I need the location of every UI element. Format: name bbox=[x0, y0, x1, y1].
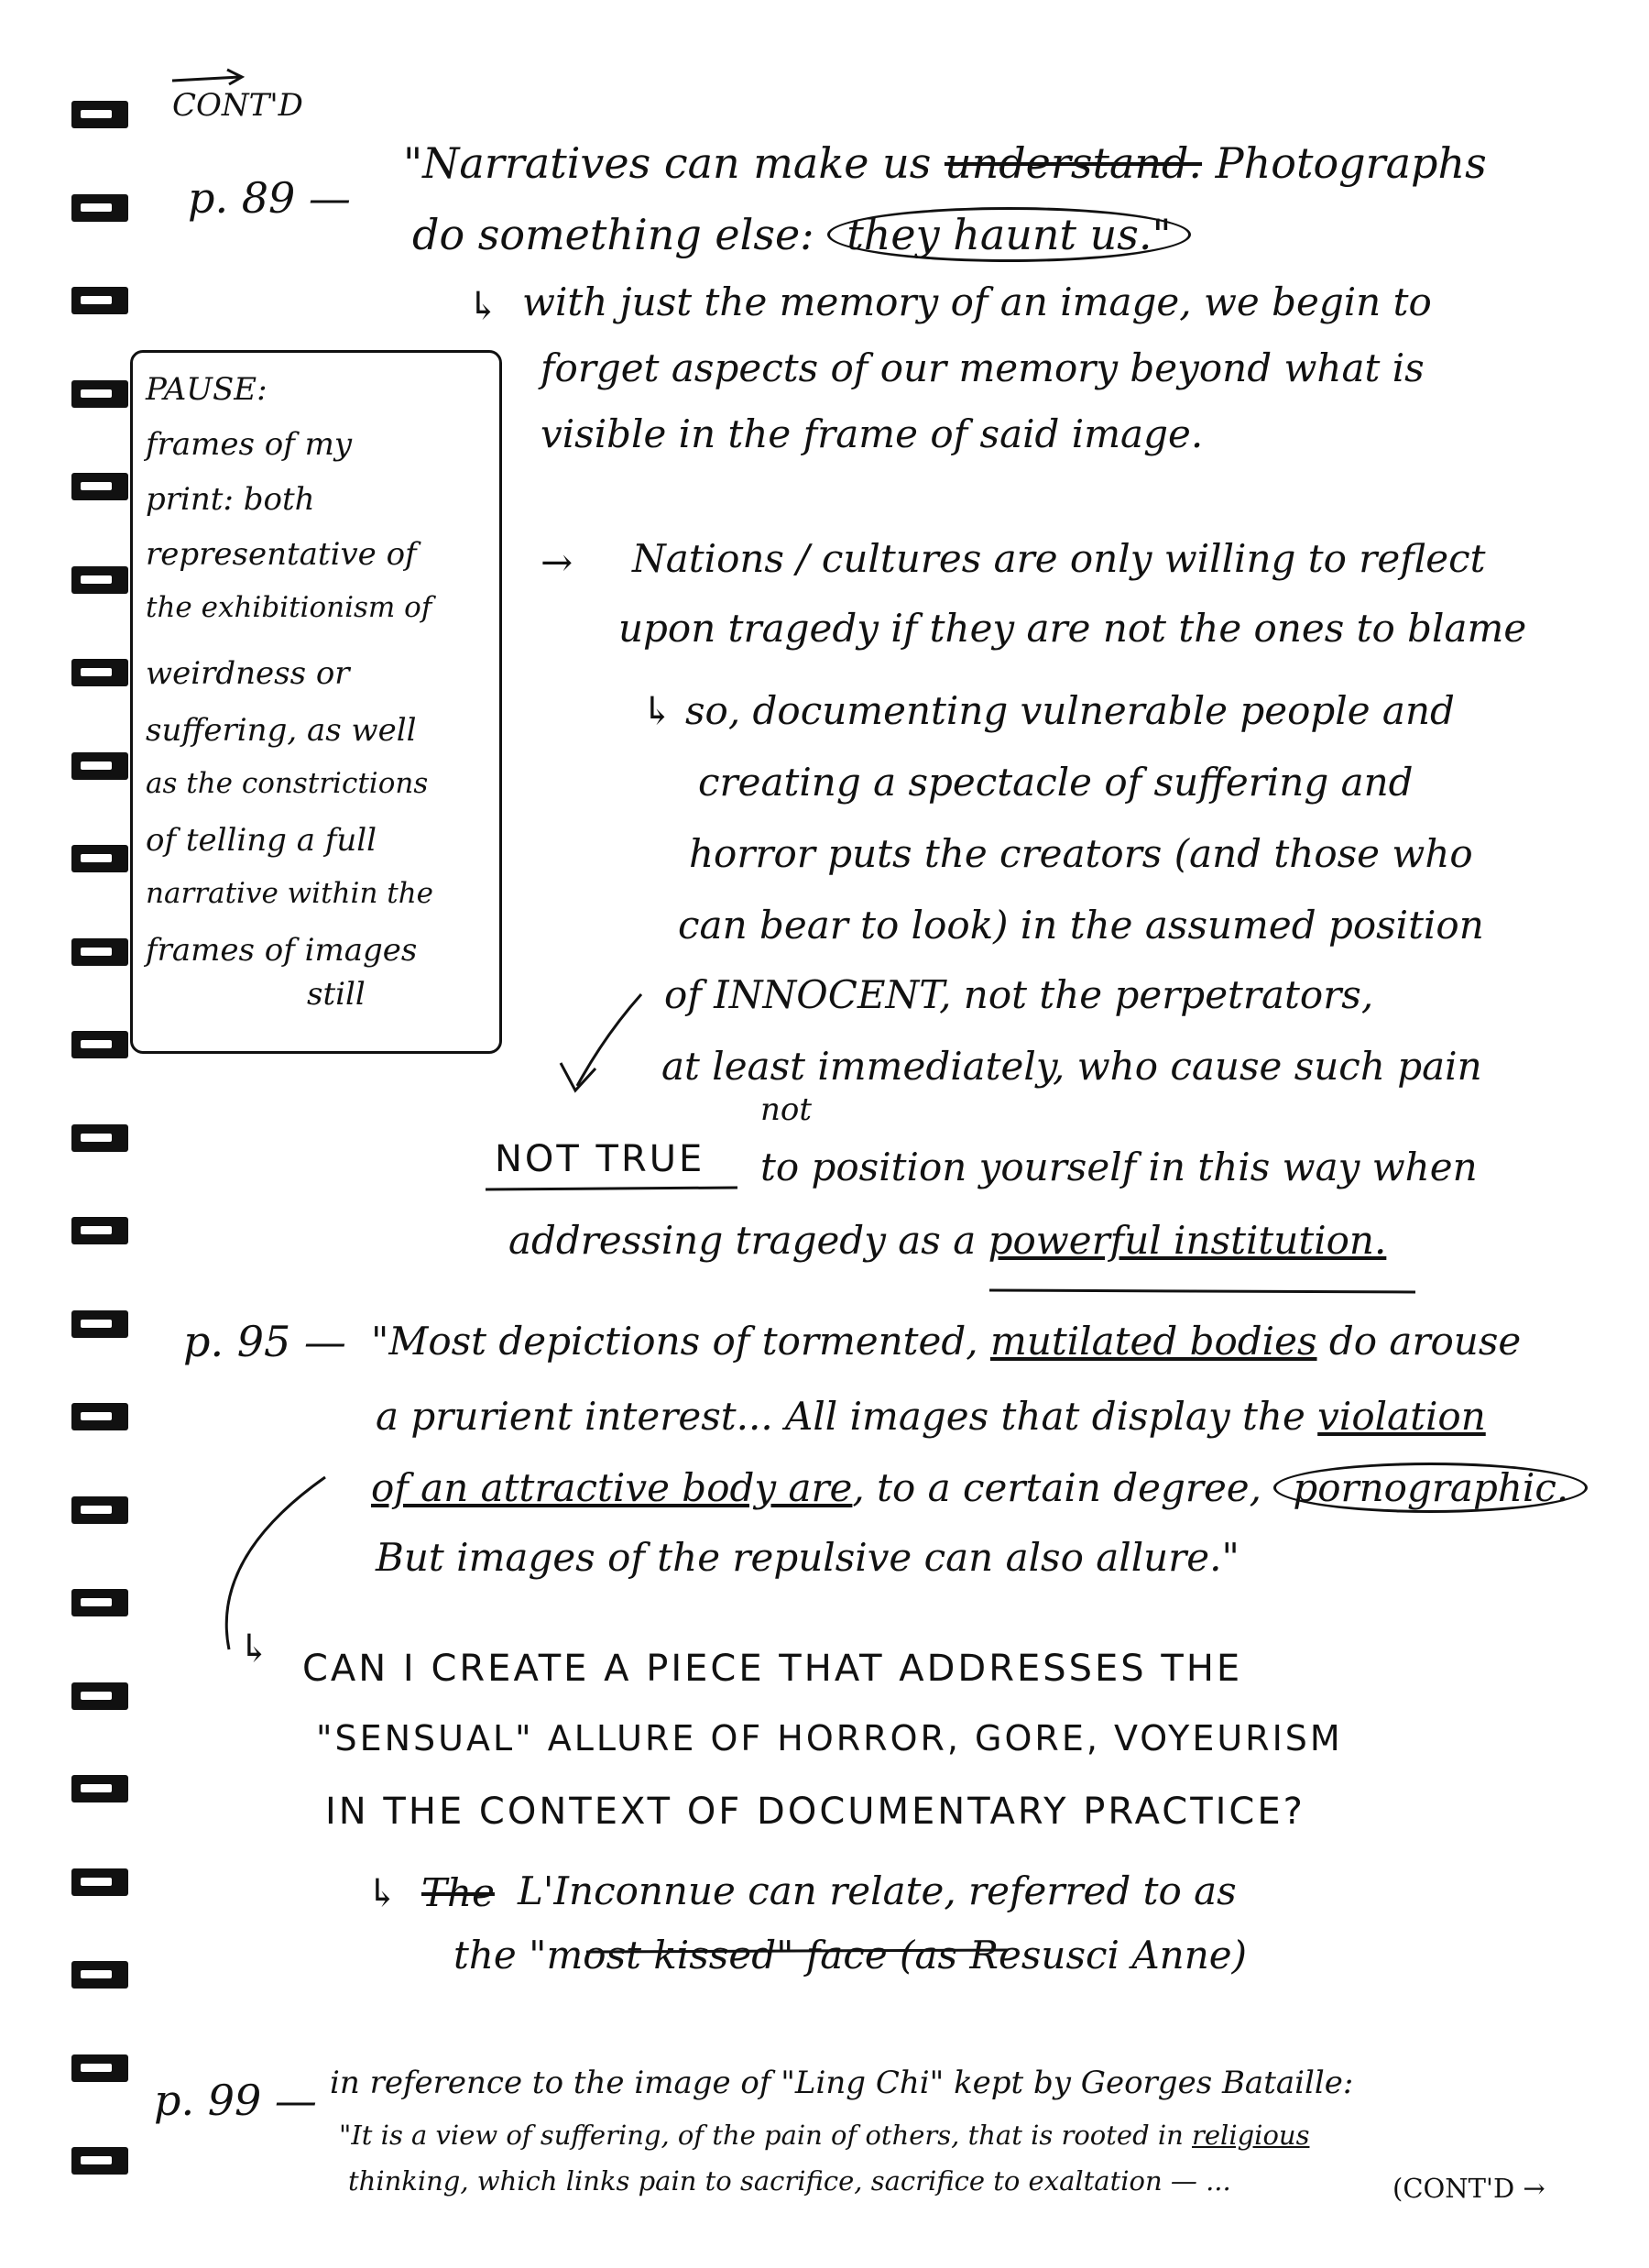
binding-hole bbox=[71, 380, 128, 408]
pause-line: print: both bbox=[146, 481, 315, 518]
nations-line7: of INNOCENT, not the perpetrators, bbox=[664, 972, 1374, 1017]
p89-sub-line2: forget aspects of our memory beyond what is bbox=[541, 345, 1425, 390]
binding-hole bbox=[71, 752, 128, 780]
page-ref-95: p. 95 — bbox=[183, 1317, 346, 1366]
question-line1-text: CAN I CREATE A PIECE THAT ADDRESSES THE bbox=[302, 1648, 1243, 1690]
contd-footer: (CONT'D → bbox=[1392, 2173, 1545, 2204]
p89-quote-line1 bbox=[403, 139, 1487, 188]
p89-line1-post: Photographs bbox=[1202, 138, 1487, 188]
question-line3-text: IN THE CONTEXT OF DOCUMENTARY PRACTICE? bbox=[325, 1791, 1305, 1833]
powerful-institution-underlined: powerful institution. bbox=[988, 1218, 1387, 1263]
binding-hole bbox=[71, 1682, 128, 1710]
page-ref-99: p. 99 — bbox=[154, 2076, 317, 2125]
nations-arrow: → bbox=[541, 540, 573, 585]
binding-hole bbox=[71, 101, 128, 128]
binding-hole bbox=[71, 566, 128, 594]
question-arrow: ↳ bbox=[238, 1626, 271, 1671]
p99-line3: thinking, which links pain to sacrifice, sacrifice to exaltation — ... bbox=[348, 2165, 1231, 2197]
p95-line2-pre: a prurient interest... All images that display the bbox=[376, 1394, 1318, 1439]
p95-line1-post: do arouse bbox=[1316, 1319, 1522, 1364]
religious-underlined: religious bbox=[1192, 2120, 1310, 2151]
binding-hole bbox=[71, 2147, 128, 2175]
mutilated-bodies-underlined: mutilated bodies bbox=[990, 1319, 1317, 1364]
binding-hole bbox=[71, 1217, 128, 1244]
caret-insert-note: not bbox=[760, 1091, 813, 1128]
pause-line: of telling a full bbox=[146, 822, 377, 859]
nations-line5: horror puts the creators (and those who bbox=[689, 831, 1473, 876]
binding-hole bbox=[71, 194, 128, 222]
question-line2 bbox=[316, 1719, 1343, 1759]
question-sub-arrow: ↳ bbox=[366, 1870, 399, 1915]
pause-line: the exhibitionism of bbox=[146, 591, 432, 624]
page-ref-89: p. 89 — bbox=[188, 173, 351, 223]
pause-line: weirdness or bbox=[146, 655, 350, 692]
binding-hole bbox=[71, 1124, 128, 1152]
pause-note-box bbox=[130, 350, 502, 1054]
binding-hole bbox=[71, 1961, 128, 1989]
binding-hole bbox=[71, 1775, 128, 1802]
binding-hole bbox=[71, 845, 128, 872]
p95-line4: But images of the repulsive can also allure." bbox=[376, 1535, 1239, 1580]
nations-sub-arrow: ↳ bbox=[641, 688, 674, 733]
binding-hole bbox=[71, 1496, 128, 1524]
contd-header: CONT'D bbox=[172, 87, 303, 124]
pause-line: still bbox=[307, 976, 366, 1013]
question-line3 bbox=[325, 1791, 1305, 1833]
binding-hole bbox=[71, 473, 128, 500]
p89-sub-arrow: ↳ bbox=[467, 283, 500, 328]
nations-line9: to position yourself in this way when bbox=[760, 1145, 1478, 1189]
p89-sub-line1: with just the memory of an image, we begin to bbox=[522, 279, 1432, 324]
nations-line8: at least immediately, who cause such pain bbox=[661, 1044, 1482, 1089]
p89-line1-pre: "Narratives can make us bbox=[403, 138, 945, 188]
p95-line1 bbox=[371, 1320, 1521, 1364]
binding-hole bbox=[71, 1310, 128, 1338]
p89-sub-line3: visible in the frame of said image. bbox=[541, 411, 1204, 456]
not-true-label bbox=[495, 1136, 704, 1180]
binding-hole bbox=[71, 1589, 128, 1616]
nations-line6: can bear to look) in the assumed position bbox=[678, 903, 1484, 948]
not-true-text: NOT TRUE bbox=[495, 1138, 705, 1180]
question-line1 bbox=[302, 1648, 1242, 1690]
binding-hole bbox=[71, 1403, 128, 1430]
pause-line: narrative within the bbox=[146, 877, 434, 910]
pause-line: frames of images bbox=[146, 932, 418, 969]
nations-line4: creating a spectacle of suffering and bbox=[698, 760, 1414, 805]
pause-line: suffering, as well bbox=[146, 712, 417, 749]
binding-hole bbox=[71, 659, 128, 686]
pause-line: representative of bbox=[146, 536, 417, 573]
p99-line1: in reference to the image of "Ling Chi" kept by Georges Bataille: bbox=[330, 2065, 1354, 2101]
p99-line2 bbox=[339, 2120, 1309, 2151]
p89-line2-pre: do something else: bbox=[412, 210, 828, 259]
p95-line3-mid: , to a certain degree, bbox=[852, 1465, 1274, 1510]
p89-circled-phrase: they haunt us." bbox=[827, 207, 1190, 262]
binding-hole bbox=[71, 1868, 128, 1896]
pause-line: PAUSE: bbox=[146, 371, 268, 408]
question-sub-strike bbox=[421, 1871, 495, 1915]
crossed-out-word: The bbox=[421, 1870, 495, 1915]
attractive-body-underlined: of an attractive body are bbox=[371, 1465, 853, 1510]
nations-line2: upon tragedy if they are not the ones to blame bbox=[618, 606, 1527, 651]
nations-line3: so, documenting vulnerable people and bbox=[685, 688, 1455, 733]
pornographic-circled: pornographic. bbox=[1273, 1463, 1588, 1513]
p95-line1-pre: "Most depictions of tormented, bbox=[371, 1319, 990, 1364]
question-sub-line2: the "most kissed" face (as Resusci Anne) bbox=[453, 1933, 1248, 1978]
spiral-binding bbox=[71, 101, 137, 2245]
nations-line10-pre: addressing tragedy as a bbox=[508, 1218, 988, 1263]
binding-hole bbox=[71, 938, 128, 966]
binding-hole bbox=[71, 2054, 128, 2082]
violation-underlined: violation bbox=[1317, 1394, 1486, 1439]
p99-line2-pre: "It is a view of suffering, of the pain of others, that is rooted in bbox=[339, 2120, 1193, 2151]
p89-quote-line2 bbox=[412, 211, 1191, 259]
question-sub-line1: L'Inconnue can relate, referred to as bbox=[518, 1868, 1237, 1913]
question-line2-text: "SENSUAL" ALLURE OF HORROR, GORE, VOYEURISM bbox=[316, 1718, 1343, 1759]
pause-line: as the constrictions bbox=[146, 767, 429, 800]
p95-line2 bbox=[376, 1395, 1486, 1439]
binding-hole bbox=[71, 1031, 128, 1058]
nations-line10 bbox=[508, 1219, 1386, 1263]
p89-line1-strike: understand. bbox=[944, 138, 1203, 188]
p95-line3 bbox=[371, 1466, 1588, 1510]
nations-line1: Nations / cultures are only willing to reflect bbox=[632, 536, 1486, 581]
pause-line: frames of my bbox=[146, 426, 353, 463]
binding-hole bbox=[71, 287, 128, 314]
